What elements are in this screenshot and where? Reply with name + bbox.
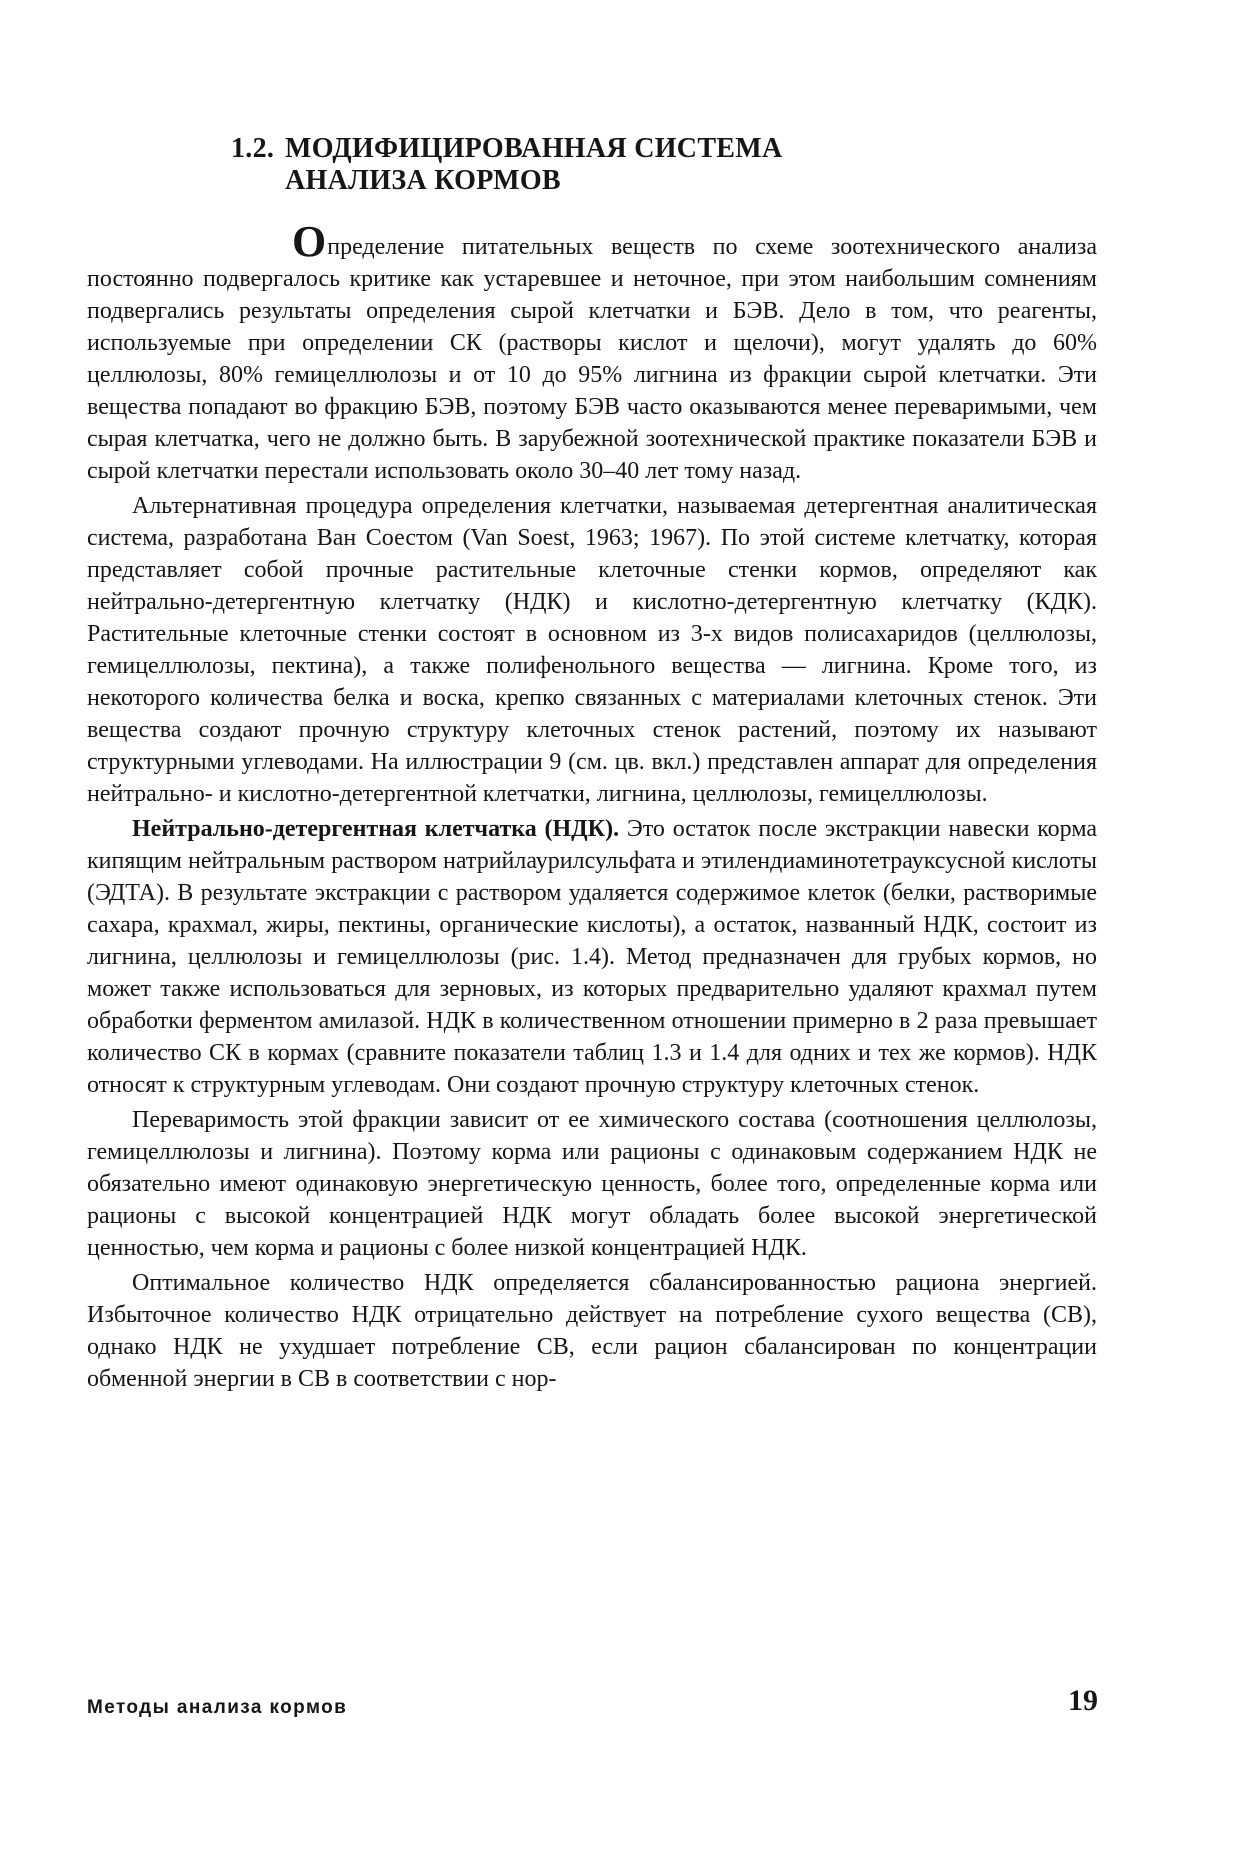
body-text bbox=[87, 217, 1097, 1398]
paragraph-intro-text: пределение питательных веществ по схеме зоотехнического анализа постоянно подвергалось критике как устаревшее и неточное, при этом наибольшим сомнениям подвергались результаты определения сырой клетчатки и БЭВ. Дело в том, что реагенты, используемые при определении СК (растворы кислот и щелочи), могут удалять до 60% целлюлозы, 80% гемицеллюлозы и от 10 до 95% лигнина из фракции сырой клетчатки. Эти вещества попадают во фракцию БЭВ, поэтому БЭВ часто оказываются менее переваримыми, чем сырая клетчатка, чего не должно быть. В зарубежной зоотехнической практике показатели БЭВ и сырой клетчатки перестали использовать около 30–40 лет тому назад. bbox=[87, 234, 1097, 484]
paragraph-optimal-ndk: Оптимальное количество НДК определяется сбалансированностью рациона энергией. Избыточное количество НДК отрицательно действует на потребление сухого вещества (СВ), однако НДК не ухудшает потребление СВ, если рацион сбалансирован по концентрации обменной энергии в СВ в соответствии с нор- bbox=[87, 1270, 1097, 1392]
section-title-line-1: МОДИФИЦИРОВАННАЯ СИСТЕМА bbox=[285, 133, 783, 164]
section-number: 1.2. bbox=[231, 133, 275, 164]
paragraph-van-soest: Альтернативная процедура определения клетчатки, называемая детергентная аналитическая система, разработана Ван Соестом (Van Soest, 1963; 1967). По этой системе клетчатку, которая представляет собой прочные растительные клеточные стенки кормов, определяют как нейтрально-детергентную клетчатку (НДК) и кислотно-детергентную клетчатку (КДК). Растительные клеточные стенки состоят в основном из 3-х видов полисахаридов (целлюлозы, гемицеллюлозы, пектина), а также полифенольного вещества — лигнина. Кроме того, из некоторого количества белка и воска, крепко связанных с материалами клеточных стенок. Эти вещества создают прочную структуру клеточных стенок растений, поэтому их называют структурными углеводами. На иллюстрации 9 (см. цв. вкл.) представлен аппарат для определения нейтрально- и кислотно-детергентной клетчатки, лигнина, целлюлозы, гемицеллюлозы. bbox=[87, 493, 1097, 807]
section-title-line-2: АНАЛИЗА КОРМОВ bbox=[285, 165, 561, 196]
paragraph-intro bbox=[87, 217, 1097, 487]
term-ndk: Нейтрально-детергентная клетчатка (НДК). bbox=[132, 816, 620, 842]
section-heading bbox=[231, 133, 783, 197]
drop-cap: О bbox=[292, 217, 327, 266]
page-number: 19 bbox=[1068, 1684, 1098, 1717]
paragraph-ndk-text: Это остаток после экстракции навески корма кипящим нейтральным раствором натрийлаурилсульфата и этилендиаминотетрауксусной кислоты (ЭДТА). В результате экстракции с раствором удаляется содержимое клеток (белки, растворимые сахара, крахмал, жиры, пектины, органические кислоты), а остаток, названный НДК, состоит из лигнина, целлюлозы и гемицеллюлозы (рис. 1.4). Метод предназначен для грубых кормов, но может также использоваться для зерновых, из которых предварительно удаляют крахмал путем обработки ферментом амилазой. НДК в количественном отношении примерно в 2 раза превышает количество СК в кормах (сравните показатели таблиц 1.3 и 1.4 для одних и тех же кормов). НДК относят к структурным углеводам. Они создают прочную структуру клеточных стенок. bbox=[87, 816, 1097, 1098]
running-footer-title: Методы анализа кормов bbox=[87, 1697, 348, 1718]
paragraph-ndk bbox=[87, 813, 1097, 1101]
paragraph-digestibility: Переваримость этой фракции зависит от ее химического состава (соотношения целлюлозы, гемицеллюлозы и лигнина). Поэтому корма или рационы с одинаковым содержанием НДК не обязательно имеют одинаковую энергетическую ценность, более того, определенные корма или рационы с высокой концентрацией НДК могут обладать более высокой энергетической ценностью, чем корма и рационы с более низкой концентрацией НДК. bbox=[87, 1107, 1097, 1261]
